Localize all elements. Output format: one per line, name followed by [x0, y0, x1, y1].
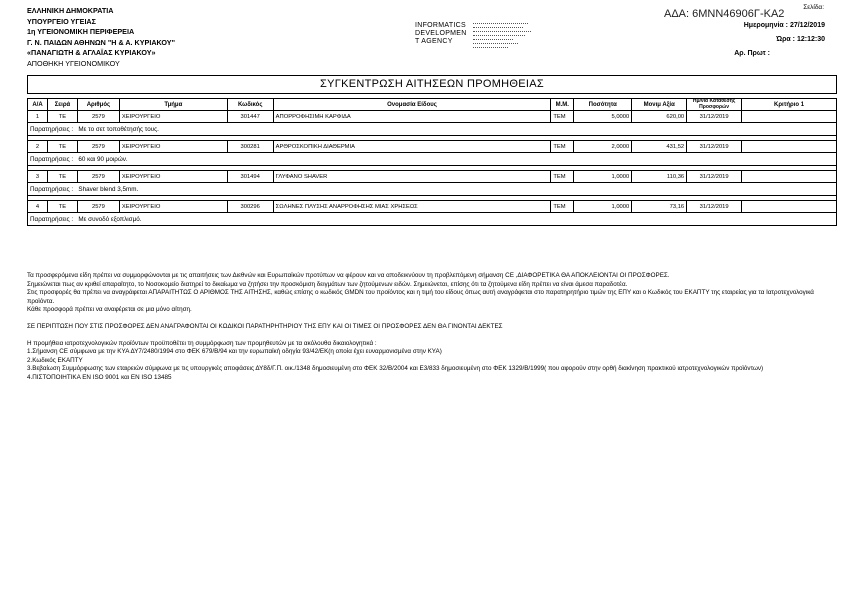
cell-value: 620,00 [632, 111, 687, 123]
cell-code: 301447 [227, 111, 273, 123]
cell-series: ΤΕ [47, 171, 77, 183]
org-line-4: Γ. Ν. ΠΑΙΔΩΝ ΑΘΗΝΩΝ "Η & Α. ΚΥΡΙΑΚΟΥ" [27, 37, 175, 47]
col-dept: Τμήμα [119, 99, 227, 111]
table-row [28, 171, 837, 183]
table-obs-row [28, 213, 837, 226]
cell-number: 2579 [77, 171, 119, 183]
obs-label: Παρατηρήσεις : [30, 215, 74, 223]
col-number: Αριθμός [77, 99, 119, 111]
requests-table [27, 98, 837, 226]
table-obs-row [28, 123, 837, 136]
cell-unit: ΤΕΜ [551, 111, 574, 123]
document-title: ΣΥΓΚΕΝΤΡΩΣΗ ΑΙΤΗΣΕΩΝ ΠΡΟΜΗΘΕΙΑΣ [27, 75, 837, 94]
obs-label: Παρατηρήσεις : [30, 125, 74, 133]
org-line-6: ΑΠΟΘΗΚΗ ΥΓΕΙΟΝΟΜΙΚΟΥ [27, 58, 120, 68]
cell-criterion [742, 141, 837, 153]
cell-code: 301494 [227, 171, 273, 183]
table-row [28, 141, 837, 153]
date-value: 27/12/2019 [789, 22, 825, 29]
cell-date: 31/12/2019 [687, 111, 742, 123]
cell-name: ΑΡΘΡΟΣΚΟΠΙΚΗ ΔΙΑΘΕΡΜΙΑ [273, 141, 551, 153]
cell-aa: 4 [28, 201, 48, 213]
table-obs-row [28, 153, 837, 166]
notes-section [27, 272, 827, 383]
cell-qty: 2,0000 [574, 141, 632, 153]
cell-criterion [742, 111, 837, 123]
cell-series: ΤΕ [47, 111, 77, 123]
date-label: Ημερομηνία : [743, 22, 788, 29]
col-date: Ημ/νια Κατάθεσης Προσφορών [687, 99, 742, 111]
cell-number: 2579 [77, 111, 119, 123]
org-line-2: ΥΠΟΥΡΓΕΙΟ ΥΓΕΙΑΣ [27, 16, 96, 26]
note-request-number: Στις προσφορές θα πρέπει να αναγράφεται ΑΠΑΡΑΙΤΗΤΩΣ Ο ΑΡΙΘΜΟΣ ΤΗΣ ΑΙΤΗΣΗΣ, καθώς επίσης ο κωδικός GMDN του προϊόντος και η τιμή του είδους όπως αυτή αναγράφεται στο παρατηρητήριο τιμών της ΕΠΥ και ο Κωδικός του ΕΚΑΠΤΥ της εταιρείας για τα Ιατροτεχνολογικά προϊόντα. [27, 289, 814, 305]
time-label: Ώρα : [776, 36, 796, 43]
protocol-label: Αρ. Πρωτ : [734, 50, 770, 57]
agency-line-2: DEVELOPMEN [415, 30, 467, 37]
note-warning: ΣΕ ΠΕΡΙΠΤΩΣΗ ΠΟΥ ΣΤΙΣ ΠΡΟΣΦΟΡΕΣ ΔΕΝ ΑΝΑΓΡΑΦΟΝΤΑΙ ΟΙ ΚΩΔΙΚΟΙ ΠΑΡΑΤΗΡΗΤΗΡΙΟΥ ΤΗΣ ΕΠΥ ΚΑΙ ΟΙ ΤΙΜΕΣ ΟΙ ΠΡΟΣΦΟΡΕΣ ΔΕΝ ΘΑ ΓΙΝΟΝΤΑΙ ΔΕΚΤΕΣ [27, 322, 503, 330]
cell-value: 431,52 [632, 141, 687, 153]
agency-fine-print [473, 22, 531, 48]
cell-aa: 3 [28, 171, 48, 183]
page-label: Σελίδα: [803, 4, 824, 11]
cell-date: 31/12/2019 [687, 141, 742, 153]
table-header-row [28, 99, 837, 111]
cell-name: ΓΛΥΦΑΝΟ SHAVER [273, 171, 551, 183]
cell-dept: ΧΕΙΡΟΥΡΓΕΙΟ [119, 171, 227, 183]
cell-unit: ΤΕΜ [551, 141, 574, 153]
cell-code: 300296 [227, 201, 273, 213]
cell-qty: 5,0000 [574, 111, 632, 123]
obs-text: 60 και 90 μοιρών. [78, 155, 128, 163]
cell-series: ΤΕ [47, 201, 77, 213]
cell-criterion [742, 171, 837, 183]
col-code: Κωδικός [227, 99, 273, 111]
col-value: Μονιμ Αξία [632, 99, 687, 111]
cell-code: 300281 [227, 141, 273, 153]
note-req-2: 2.Κωδικός ΕΚΑΠΤΥ [27, 356, 83, 364]
obs-text: Με το σετ τοποθέτησής τους. [78, 125, 159, 133]
table-row [28, 201, 837, 213]
cell-date: 31/12/2019 [687, 171, 742, 183]
document-meta [690, 10, 825, 59]
note-samples: Σημειώνεται πως αν κριθεί απαραίτητο, το Νοσοκομείο διατηρεί το δικαίωμα να ζητήσει την προσκόμιση δειγμάτων των ζητούμενων ειδών. Σημειώνεται, επίσης ότι τα ζητούμενα είδη πρέπει να είναι άμεσα παραδοτέα. [27, 280, 628, 288]
note-req-1: 1.Σήμανση CE σύμφωνα με την ΚΥΑ ΔΥ7/2480/1994 στο ΦΕΚ 679/Β/94 και την ευρωπαϊκή οδηγία 93/42/ΕΚ(η οποία έχει ευναρμονισμένα στην ΚΥΑ) [27, 348, 442, 356]
cell-aa: 2 [28, 141, 48, 153]
cell-name: ΑΠΟΡΡΟΦΗΣΙΜΗ ΚΑΡΦΙΔΑ [273, 111, 551, 123]
col-series: Σειρά [47, 99, 77, 111]
cell-qty: 1,0000 [574, 201, 632, 213]
cell-value: 73,16 [632, 201, 687, 213]
org-line-3: 1η ΥΓΕΙΟΝΟΜΙΚΗ ΠΕΡΙΦΕΡΕΙΑ [27, 27, 135, 37]
org-line-5: «ΠΑΝΑΓΙΩΤΗ & ΑΓΛΑΪΑΣ ΚΥΡΙΑΚΟΥ» [27, 48, 156, 58]
col-name: Ονομασία Είδους [273, 99, 551, 111]
cell-number: 2579 [77, 141, 119, 153]
col-qty: Ποσότητα [574, 99, 632, 111]
col-criterion: Κριτήριο 1 [742, 99, 837, 111]
cell-value: 110,36 [632, 171, 687, 183]
time-value: 12:12:30 [796, 36, 825, 43]
cell-dept: ΧΕΙΡΟΥΡΓΕΙΟ [119, 201, 227, 213]
table-row [28, 111, 837, 123]
cell-unit: ΤΕΜ [551, 171, 574, 183]
obs-text: Shaver blend 3,5mm. [78, 185, 139, 193]
note-requirements-intro: Η προμήθεια ιατροτεχνολογικών προϊόντων προϋποθέτει τη συμμόρφωση των προμηθευτών με τα ακόλουθα δικαιολογητικά : [27, 339, 377, 347]
table-obs-row [28, 183, 837, 196]
cell-aa: 1 [28, 111, 48, 123]
note-req-4: 4.ΠΙΣΤΟΠΟΙΗΤΙΚΑ EN ISO 9001 και EN ISO 13485 [27, 373, 172, 381]
agency-line-3: T AGENCY [415, 38, 453, 45]
obs-label: Παρατηρήσεις : [30, 185, 74, 193]
cell-series: ΤΕ [47, 141, 77, 153]
agency-logo-text [415, 22, 467, 46]
cell-dept: ΧΕΙΡΟΥΡΓΕΙΟ [119, 141, 227, 153]
org-line-1: ΕΛΛΗΝΙΚΗ ΔΗΜΟΚΡΑΤΙΑ [27, 6, 114, 15]
cell-number: 2579 [77, 201, 119, 213]
cell-qty: 1,0000 [574, 171, 632, 183]
cell-name: ΣΩΛΗΝΕΣ ΠΛΥΣΗΣ ΑΝΑΡΡΟΦΗΣΗΣ ΜΙΑΣ ΧΡΗΣΕΩΣ [273, 201, 551, 213]
col-unit: Μ.Μ. [551, 99, 574, 111]
cell-date: 31/12/2019 [687, 201, 742, 213]
obs-label: Παρατηρήσεις : [30, 155, 74, 163]
cell-unit: ΤΕΜ [551, 201, 574, 213]
organization-header [27, 6, 175, 70]
ada-code: ΑΔΑ: 6ΜΝΝ46906Γ-ΚΑ2 [664, 8, 785, 20]
cell-dept: ΧΕΙΡΟΥΡΓΕΙΟ [119, 111, 227, 123]
cell-criterion [742, 201, 837, 213]
obs-text: Με συνοδό εξοπλισμό. [78, 215, 142, 223]
agency-line-1: INFORMATICS [415, 22, 467, 29]
note-req-3: 3.Βεβαίωση Συμμόρφωσης των εταιρειών σύμφωνα με τις υπουργικές αποφάσεις ΔΥ8δ/Γ.Π. οικ./1348 δημοσιευμένη στο ΦΕΚ 32/Β/2004 και Ε3/833 δημοσιευμένη στο ΦΕΚ 1329/Β/1999( που αφορούν στην ορθή διακίνηση πρακτικού ιατροτεχνολογικών προϊόντων) [27, 365, 764, 373]
note-single-request: Κάθε προσφορά πρέπει να αναφέρεται σε μια μόνο αίτηση. [27, 306, 192, 314]
col-aa: Α/Α [28, 99, 48, 111]
note-ce-marking: Τα προσφερόμενα είδη πρέπει να συμμορφώνονται με τις απαιτήσεις των Διεθνών και Ευρωπαϊκών προτύπων να φέρουν και να αποδεικνύουν τη προβλεπόμενη σήμανση CE ,ΔΙΑΦΟΡΕΤΙΚΑ ΘΑ ΑΠΟΚΛΕΙΟΝΤΑΙ ΟΙ ΠΡΟΣΦΟΡΕΣ. [27, 272, 670, 279]
